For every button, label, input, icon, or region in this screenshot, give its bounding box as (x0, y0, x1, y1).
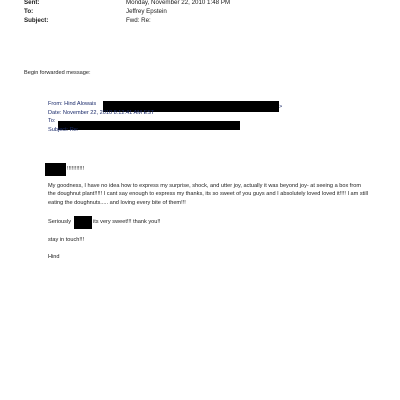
to-label: To: (24, 8, 34, 15)
stay-in-touch: stay in touch!!! (48, 237, 85, 243)
fwd-to: To: (48, 118, 56, 124)
seriously-prefix: Seriously (48, 219, 72, 225)
fwd-subject: Subject: Re: (48, 127, 79, 133)
subject-value: Fwd: Re: (126, 17, 151, 24)
fwd-from (48, 101, 96, 107)
seriously-suffix: its very sweet!!! thank you!! (93, 219, 161, 225)
fwd-from-close: > (279, 104, 283, 110)
subject-label: Subject: (24, 17, 49, 24)
to-value: Jeffrey Epstein (126, 8, 167, 15)
message-paragraph: My goodness, I have no idea how to express my surprise, shock, and utter joy, actually it was beyond joy- at seeing a box from the doughnut plant!!!!! I cant say enough to express my thanks, its so sweet of you guys and I absolutely loved loved it!!!! I am still eating the doughnuts..... and loving every bite of them!!! (48, 183, 368, 206)
fwd-date: Date: November 22, 2010 8:12:41 AM EST (48, 110, 155, 116)
greeting-exclaim: !!!!!!!!!!! (67, 166, 85, 172)
redaction-greeting-name (45, 163, 66, 176)
forward-intro: Begin forwarded message: (24, 70, 91, 76)
redaction-to (58, 121, 240, 130)
redaction-seriously-name (74, 216, 92, 229)
sent-value: Monday, November 22, 2010 1:48 PM (126, 0, 231, 6)
fwd-from-label: From: Hind Alowais (48, 101, 97, 107)
signature: Hind (48, 254, 60, 260)
sent-label: Sent: (24, 0, 40, 6)
